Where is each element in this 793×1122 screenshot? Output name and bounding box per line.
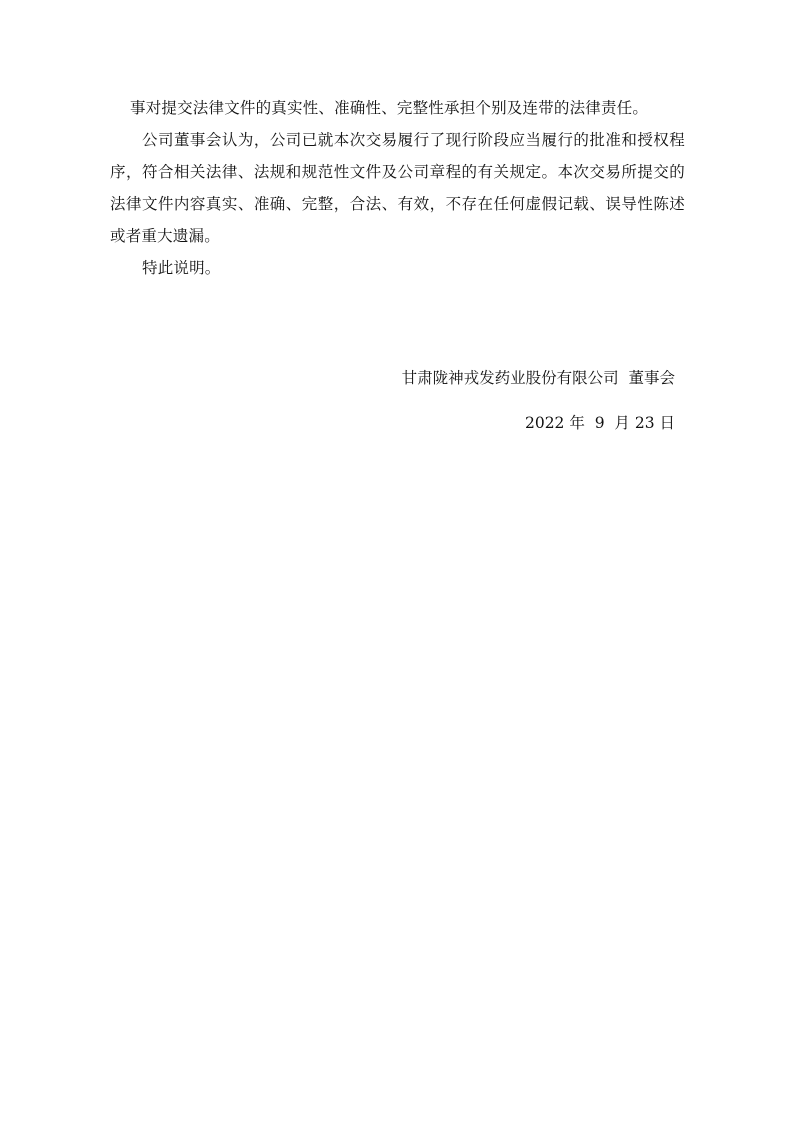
- signature-block: [402, 356, 675, 446]
- paragraph-continuation: 事对提交法律文件的真实性、准确性、完整性承担个别及连带的法律责任。: [130, 99, 649, 117]
- paragraph-closing: 特此说明。: [142, 259, 221, 277]
- paragraph-board-opinion: 公司董事会认为，公司已就本次交易履行了现行阶段应当履行的批准和授权程序，符合相关法律、法规和规范性文件及公司章程的有关规定。本次交易所提交的法律文件内容真实、准确、完整，合法、有效，不存在任何虚假记载、误导性陈述或者重大遗漏。: [110, 131, 685, 245]
- document-body: [110, 92, 685, 284]
- signature-company: 甘肃陇神戎发药业股份有限公司 董事会: [401, 369, 675, 387]
- signature-date: 2022 年 9 月 23 日: [524, 414, 675, 432]
